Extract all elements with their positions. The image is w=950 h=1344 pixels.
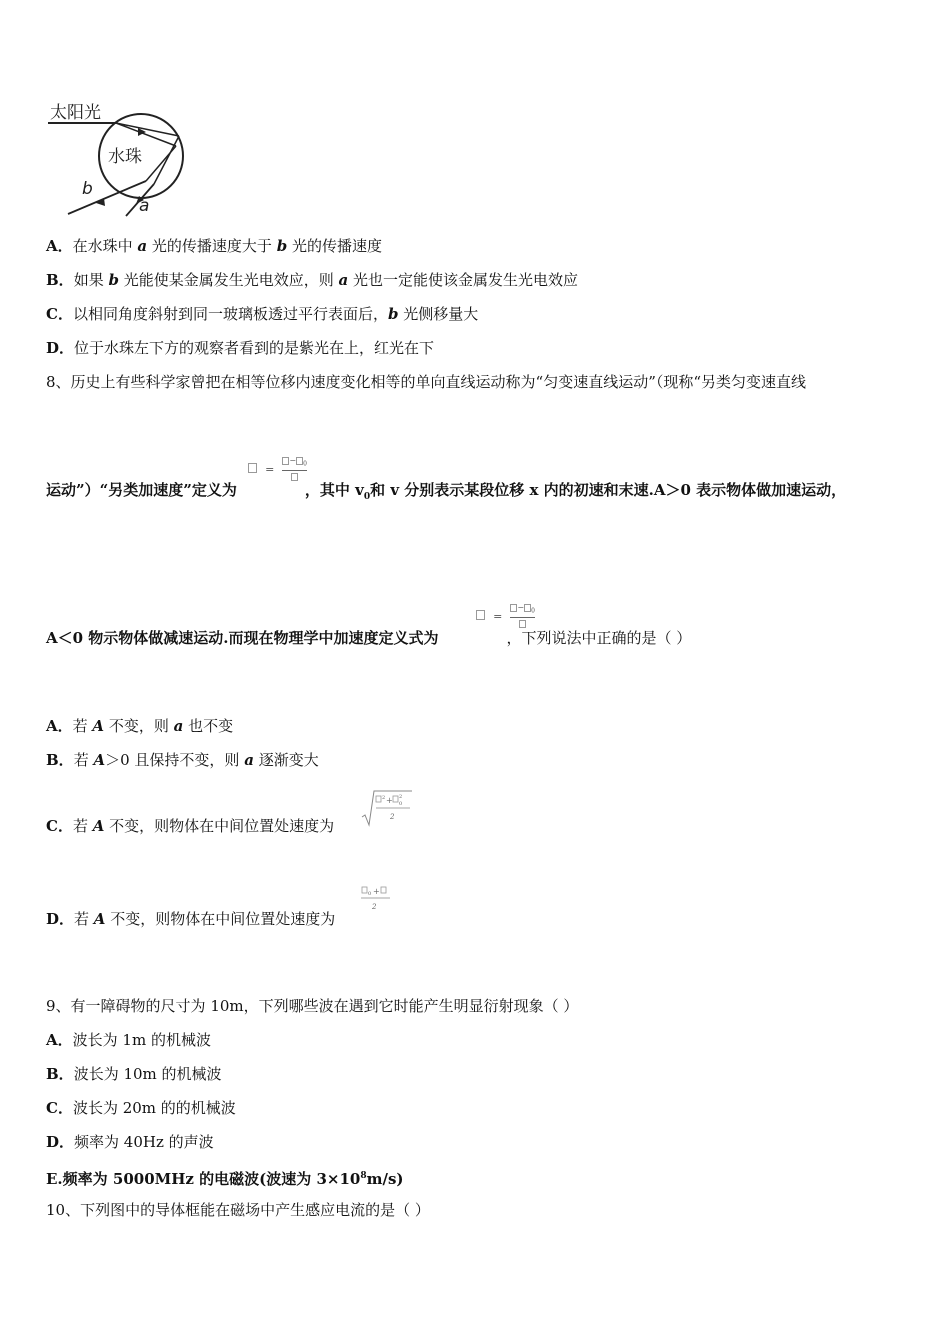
svg-text:+: + [386, 796, 393, 805]
svg-text:2: 2 [399, 794, 403, 800]
refracted-ray-1 [116, 123, 176, 146]
q8-option-c: C．若 A 不变，则物体在中间位置处速度为 [46, 817, 335, 835]
svg-text:0: 0 [368, 891, 372, 897]
sunlight-label: 太阳光 [50, 103, 101, 123]
q8-option-d: D．若 A 不变，则物体在中间位置处速度为 [46, 910, 336, 928]
root-mean-square-formula [360, 787, 414, 829]
average-velocity-formula [360, 884, 396, 914]
q9-option-c: C．波长为 20m 的的机械波 [46, 1099, 236, 1117]
water-drop-label: 水珠 [108, 147, 142, 167]
q7-option-b: B．如果 b 光能使某金属发生光电效应，则 a 光也一定能使该金属发生光电效应 [46, 271, 579, 289]
q7-option-a: A．在水珠中 a 光的传播速度大于 b 光的传播速度 [46, 237, 382, 255]
q8-option-b: B．若 A＞0 且保持不变，则 a 逐渐变大 [46, 751, 319, 769]
rainbow-water-drop-diagram [46, 96, 196, 221]
q8-stem-line-3: A＜0 物示物体做减速运动.而现在物理学中加速度定义式为 ，下列说法中正确的是（ ） [46, 629, 692, 647]
svg-text:+: + [373, 887, 380, 896]
q10-stem: 10、下列图中的导体框能在磁场中产生感应电流的是（ ） [46, 1201, 430, 1219]
q9-option-e: E.频率为 5000MHz 的电磁波(波速为 $3\times 10^8m/s$) [46, 1170, 404, 1188]
svg-text:2: 2 [382, 795, 386, 801]
svg-text:2: 2 [390, 813, 395, 821]
reflected-ray-2 [154, 136, 179, 184]
q7-option-d: D．位于水珠左下方的观察者看到的是紫光在上，红光在下 [46, 339, 435, 357]
q9-stem: 9、有一障碍物的尺寸为 10m，下列哪些波在遇到它时能产生明显衍射现象（ ） [46, 997, 579, 1015]
svg-text:2: 2 [372, 903, 377, 911]
q9-option-b: B．波长为 10m 的机械波 [46, 1065, 222, 1083]
q9-option-d: D．频率为 40Hz 的声波 [46, 1133, 214, 1151]
ray-b-label: b [82, 179, 93, 199]
another-acceleration-formula: = − $_0$ [248, 456, 307, 481]
acceleration-formula: = − $_0$ [476, 603, 535, 628]
ray-a-label: a [139, 196, 150, 216]
q8-stem-line-2: 运动”）“另类加速度”定义为 ，其中 $v_0$和 v 分别表示某段位移 x 内的初速和末速.A＞0 表示物体做加速运动， [46, 481, 847, 502]
svg-text:0: 0 [399, 801, 403, 807]
q7-option-c: C．以相同角度斜射到同一玻璃板透过平行表面后，b 光侧移量大 [46, 305, 479, 323]
q9-option-a: A．波长为 1m 的机械波 [46, 1031, 211, 1049]
q8-stem-line-1: 8、历史上有些科学家曾把在相等位移内速度变化相等的单向直线运动称为“匀变速直线运动”（现称“另类匀变速直线 [46, 373, 807, 391]
q8-option-a: A．若 A 不变，则 a 也不变 [46, 717, 234, 735]
